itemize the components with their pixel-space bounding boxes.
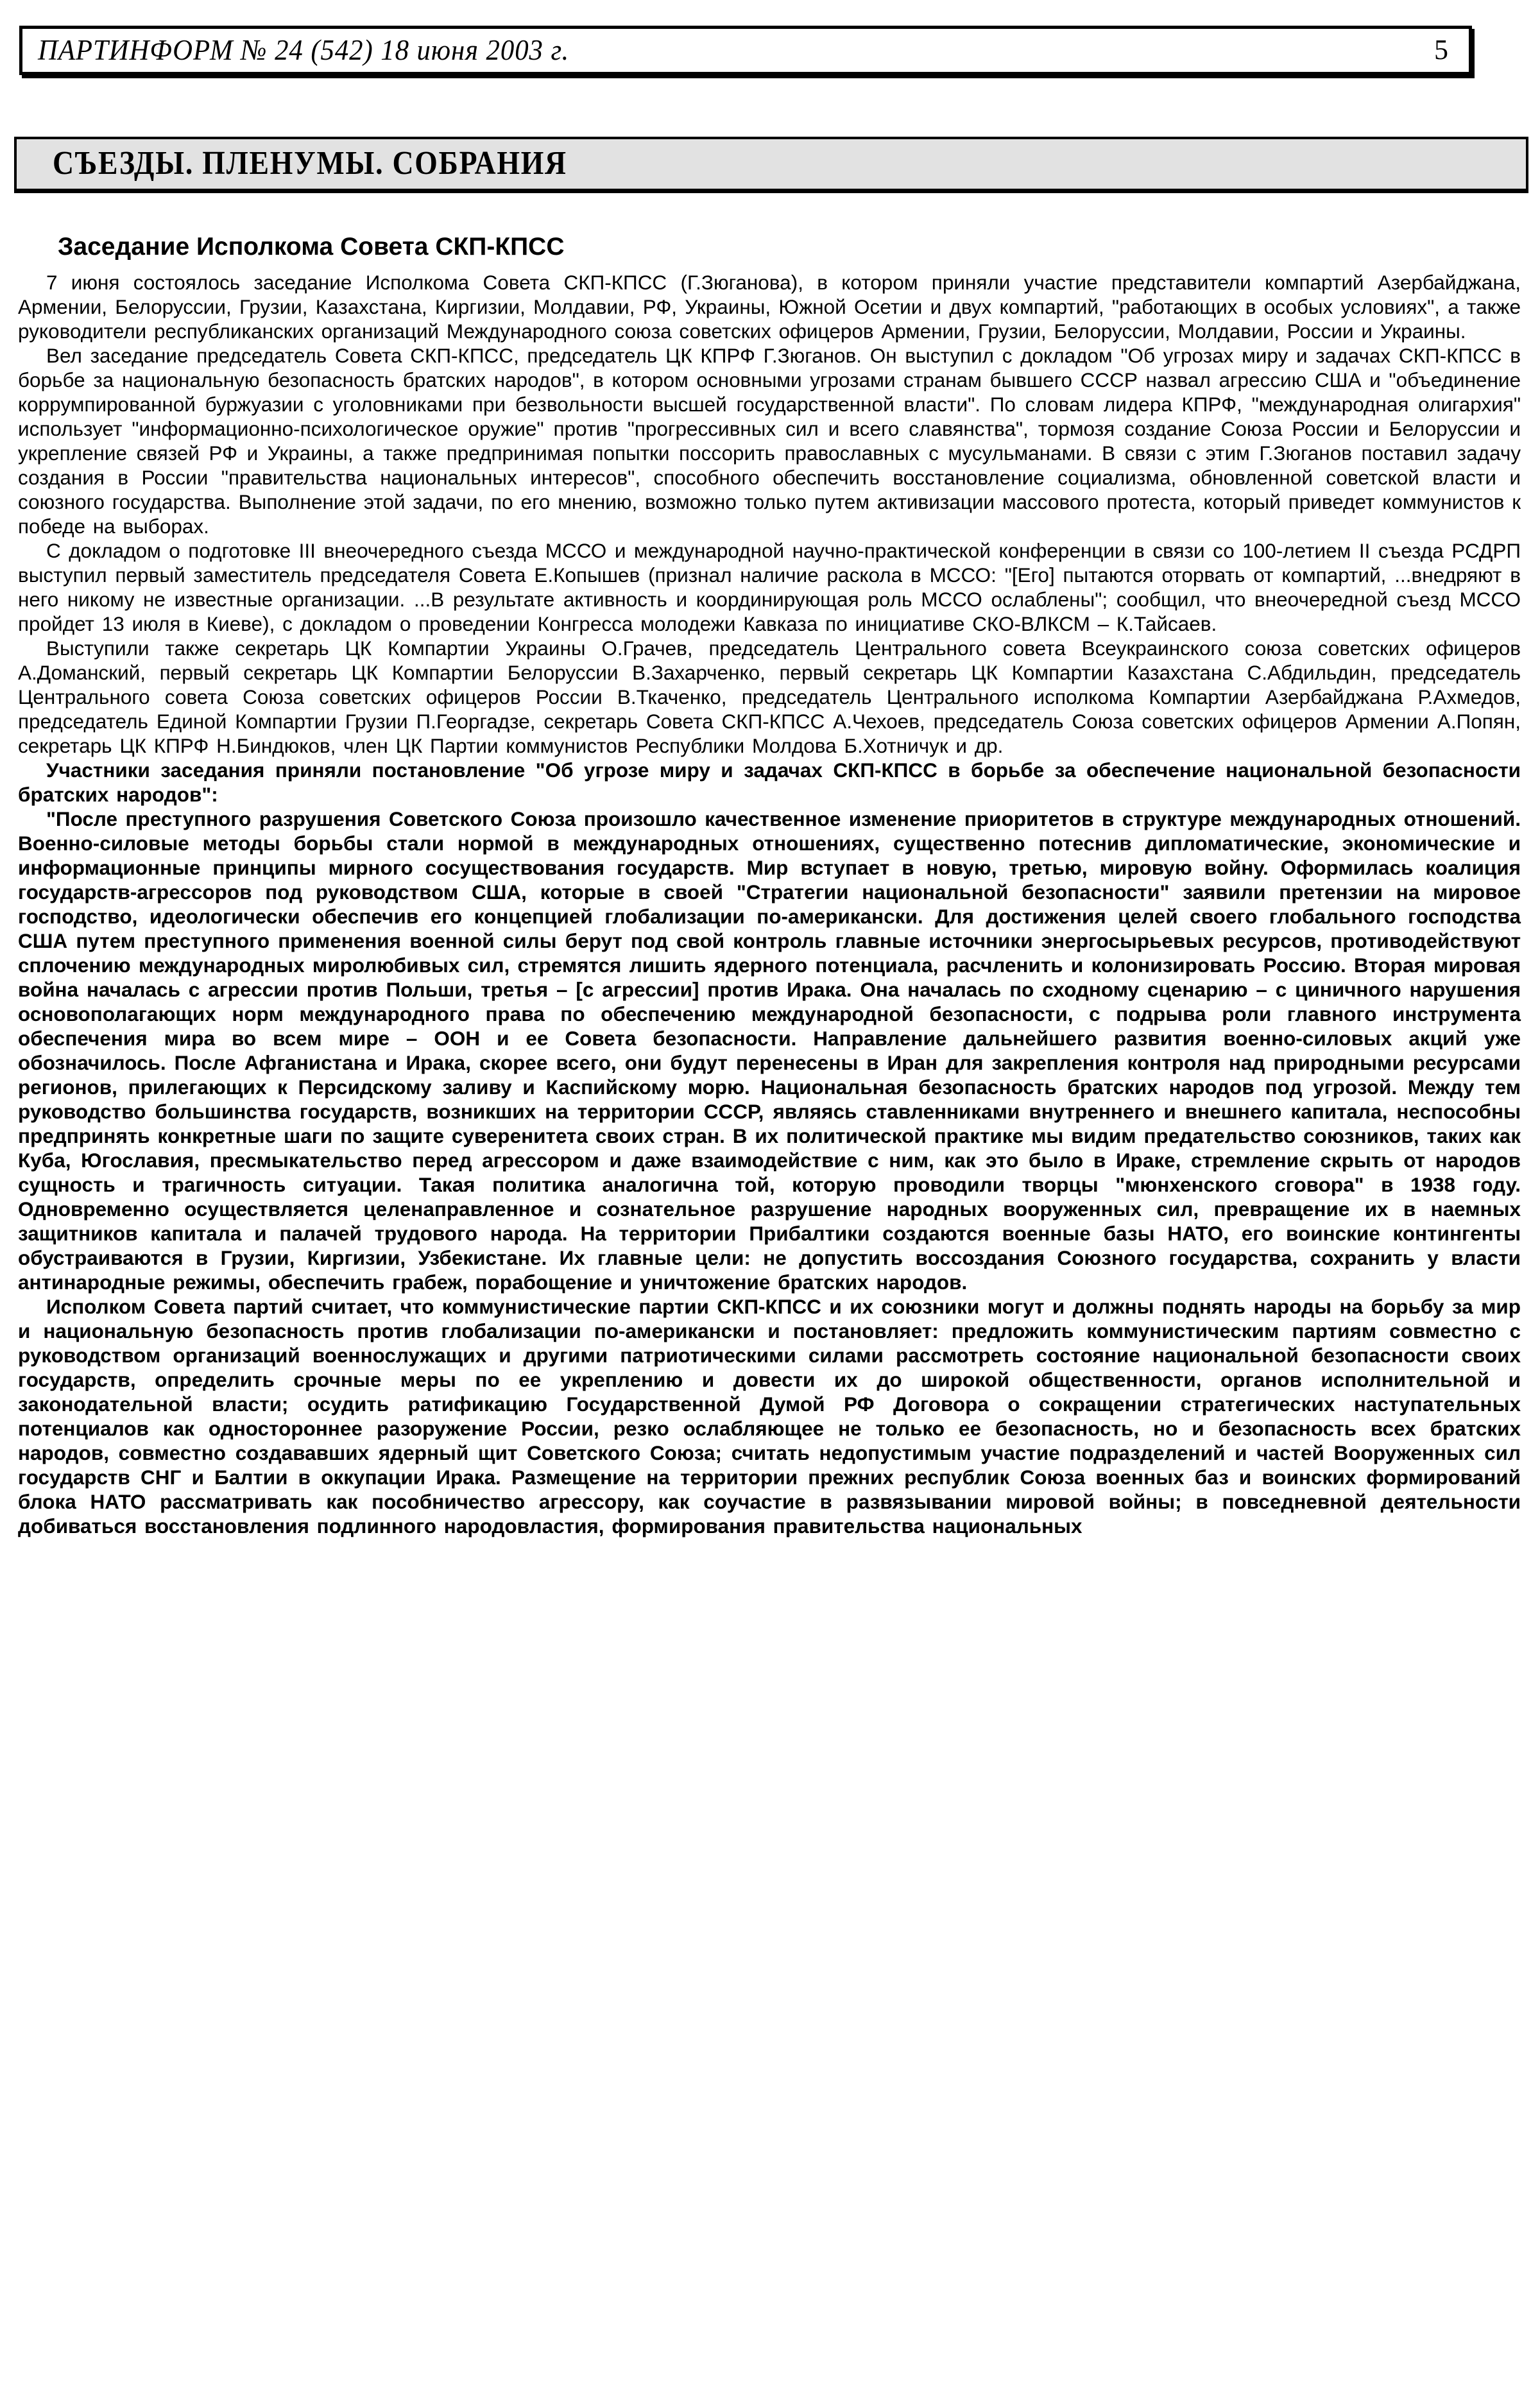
paragraph: Выступили также секретарь ЦК Компартии Украины О.Грачев, председатель Центрального совета Всеукраинского союза советских офицеров А.Доманский, первый секретарь ЦК Компартии Белоруссии В.Захарченко, первый секретарь ЦК Компартии Казахстана С.Абдильдин, председатель Центрального совета Союза советских офицеров России В.Ткаченко, председатель Центрального исполкома Компартии Азербайджана Р.Ахмедов, председатель Единой Компартии Грузии П.Георгадзе, секретарь Совета СКП-КПСС А.Чехоев, председатель Союза советских офицеров Армении А.Попян, секретарь ЦК КПРФ Н.Биндюков, член ЦК Партии коммунистов Республики Молдова Б.Хотничук и др. bbox=[18, 637, 1521, 757]
running-head bbox=[19, 26, 1472, 75]
article-body bbox=[18, 270, 1521, 1538]
section-banner bbox=[14, 137, 1528, 193]
paragraph: С докладом о подготовке III внеочередного съезда МССО и международной научно-практической конференции в связи со 100-летием II съезда РСДРП выступил первый заместитель председателя Совета Е.Копышев (признал наличие раскола в МССО: "[Его] пытаются оторвать от компартий, ...внедряют в него никому не известные организации. ...В результате активность и координирующая роль МССО ослаблены"; сообщил, что внеочередной съезд МССО пройдет 13 июля в Киеве), с докладом о проведении Конгресса молодежи Кавказа по инициативе СКО-ВЛКСМ – К.Тайсаев. bbox=[18, 539, 1521, 635]
page-number: 5 bbox=[1434, 34, 1448, 65]
paragraph: Исполком Совета партий считает, что коммунистические партии СКП-КПСС и их союзники могут и должны поднять народы на борьбу за мир и национальную безопасность против глобализации по-американски и постановляет: предложить коммунистическим партиям совместно с руководством организаций военнослужащих и другими патриотическими силами рассмотреть состояние национальной безопасности своих государств, определить срочные меры по ее укреплению и довести их до широкой общественности, органов исполнительной и законодательной власти; осудить ратификацию Государственной Думой РФ Договора о сокращении стратегических наступательных потенциалов как одностороннее разоружение России, резко ослабляющее не только ее безопасность, но и безопасность всех братских народов, совместно создававших ядерный щит Советского Союза; считать недопустимым участие подразделений и частей Вооруженных сил государств СНГ и Балтии в оккупации Ирака. Размещение на территории прежних республик Союза военных баз и воинских формирований блока НАТО рассматривать как пособничество агрессору, как соучастие в развязывании мировой войны; в повседневной деятельности добиваться восстановления подлинного народовластия, формирования правительства национальных bbox=[18, 1295, 1521, 1538]
paragraph: Вел заседание председатель Совета СКП-КПСС, председатель ЦК КПРФ Г.Зюганов. Он выступил с докладом "Об угрозах миру и задачах СКП-КПСС в борьбе за национальную безопасность братских народов", в котором основными угрозами странам бывшего СССР назвал агрессию США и "объединение коррумпированной буржуазии с уголовниками при безвольности высшей государственной власти". По словам лидера КПРФ, "международная олигархия" использует "информационно-психологическое оружие" против "прогрессивных сил и всего славянства", тормозя создание Союза России и Белоруссии и укрепление связей РФ и Украины, а также предпринимая попытки поссорить православных с мусульманами. В связи с этим Г.Зюганов поставил задачу создания в России "правительства национальных интересов", способного обеспечить восстановление социализма, обновленной советской власти и союзного государства. Выполнение этой задачи, по его мнению, возможно только путем активизации массового протеста, который приведет коммунистов к победе на выборах. bbox=[18, 344, 1521, 538]
paragraph: Участники заседания приняли постановление "Об угрозе миру и задачах СКП-КПСС в борьбе за обеспечение национальной безопасности братских народов": bbox=[18, 758, 1521, 806]
article-title: Заседание Исполкома Совета СКП-КПСС bbox=[58, 233, 565, 261]
newsletter-issue-title: ПАРТИНФОРМ № 24 (542) 18 июня 2003 г. bbox=[38, 33, 570, 66]
section-title: СЪЕЗДЫ. ПЛЕНУМЫ. СОБРАНИЯ bbox=[53, 145, 567, 182]
paragraph: "После преступного разрушения Советского Союза произошло качественное изменение приоритетов в структуре международных отношений. Военно-силовые методы борьбы стали нормой в международных отношениях, существенно потеснив дипломатические, экономические и информационные принципы мирного сосуществования государств. Мир вступает в новую, третью, мировую войну. Оформилась коалиция государств-агрессоров под руководством США, которые в своей "Стратегии национальной безопасности" заявили претензии на мировое господство, идеологически обеспечив его концепцией глобализации по-американски. Для достижения целей своего глобального господства США путем преступного применения военной силы берут под свой контроль главные источники энергосырьевых ресурсов, противодействуют сплочению международных миролюбивых сил, стремятся лишить ядерного потенциала, расчленить и колонизировать Россию. Вторая мировая война началась с агрессии против Польши, третья – [с агрессии] против Ирака. Она началась по сходному сценарию – с циничного нарушения основополагающих норм международного права по обеспечению международной безопасности, с подрыва роли главного инструмента обеспечения мира во всем мире – ООН и ее Совета безопасности. Направление дальнейшего развития военно-силовых акций уже обозначилось. После Афганистана и Ирака, скорее всего, они будут перенесены в Иран для закрепления контроля над природными ресурсами регионов, прилегающих к Персидскому заливу и Каспийскому морю. Национальная безопасность братских народов под угрозой. Между тем руководство большинства государств, возникших на территории СССР, являясь ставленниками внутреннего и внешнего капитала, неспособны предпринять конкретные шаги по защите суверенитета своих стран. В их политической практике мы видим предательство союзников, таких как Куба, Югославия, пресмыкательство перед агрессором и даже взаимодействие с ним, как это было в Ираке, стремление скрыть от народов сущность и трагичность ситуации. Такая политика аналогична той, которую проводили творцы "мюнхенского сговора" в 1938 году. Одновременно осуществляется целенаправленное и сознательное разрушение народных вооруженных сил, превращение их в наемных защитников капитала и палачей трудового народа. На территории Прибалтики создаются военные базы НАТО, его воинские контингенты обустраиваются в Грузии, Киргизии, Узбекистане. Их главные цели: не допустить воссоздания Союзного государства, сохранить у власти антинародные режимы, обеспечить грабеж, порабощение и уничтожение братских народов. bbox=[18, 807, 1521, 1294]
paragraph: 7 июня состоялось заседание Исполкома Совета СКП-КПСС (Г.Зюганова), в котором приняли участие представители компартий Азербайджана, Армении, Белоруссии, Грузии, Казахстана, Киргизии, Молдавии, РФ, Украины, Южной Осетии и двух компартий, "работающих в особых условиях", а также руководители республиканских организаций Международного союза советских офицеров Армении, Грузии, Белоруссии, Молдавии, России и Украины. bbox=[18, 271, 1521, 343]
